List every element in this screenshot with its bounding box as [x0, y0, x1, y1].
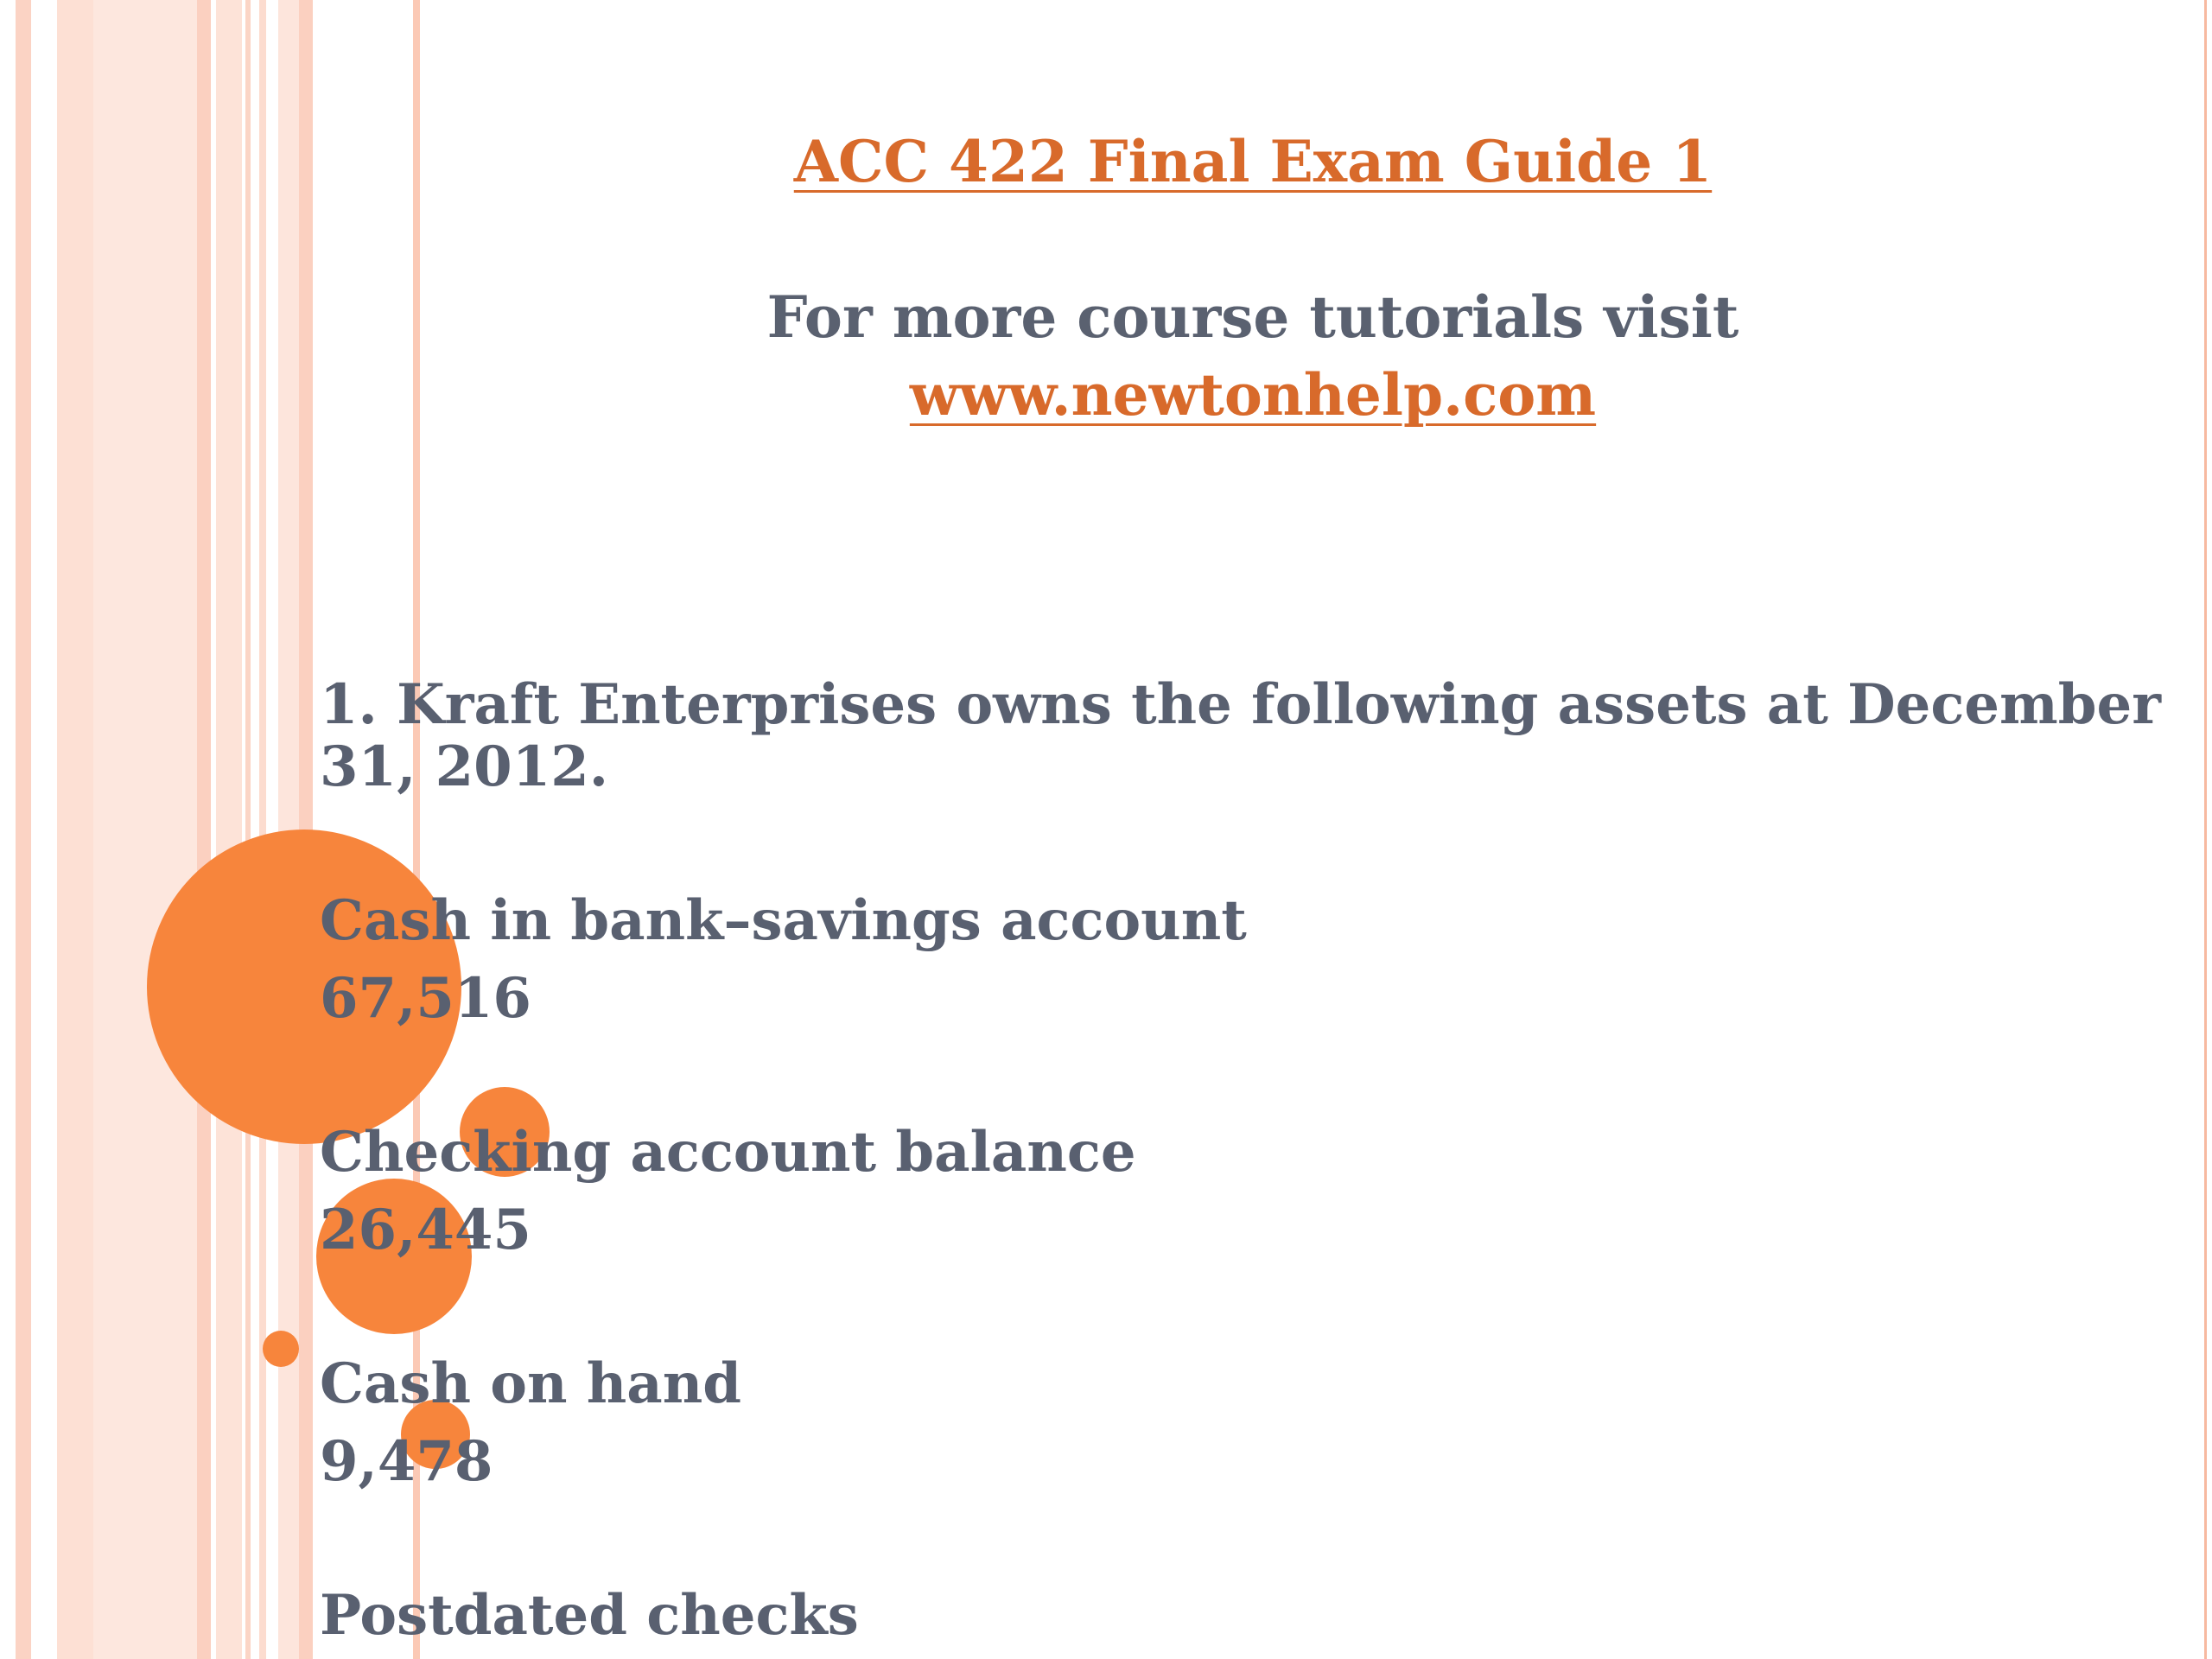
decorative-stripe: [16, 0, 31, 1659]
item-value: 26,445: [320, 1198, 531, 1262]
decorative-stripe: [259, 0, 266, 1659]
decorative-stripe: [197, 0, 211, 1659]
question-text: 1. Kraft Enterprises owns the following assets at December 31, 2012.: [320, 672, 2161, 799]
decorative-stripe: [93, 0, 197, 1659]
question-block: [320, 674, 2169, 798]
item-label: Checking account balance: [320, 1120, 1136, 1185]
decorative-right-line: [2204, 0, 2207, 1659]
slide-subtitle: For more course tutorials visit: [766, 283, 1739, 351]
item-value: 9,478: [320, 1429, 493, 1494]
decorative-stripe: [216, 0, 242, 1659]
decorative-stripe: [57, 0, 93, 1659]
website-link[interactable]: www.newtonhelp.com: [909, 361, 1597, 429]
item-label: Cash on hand: [320, 1351, 742, 1416]
item-label: Cash in bank–savings account: [320, 888, 1247, 953]
slide-title: ACC 422 Final Exam Guide 1: [793, 128, 1713, 195]
item-label: Postdated checks: [320, 1583, 859, 1648]
decorative-circle: [263, 1331, 299, 1367]
decorative-stripe: [245, 0, 251, 1659]
item-value: 67,516: [320, 966, 531, 1031]
